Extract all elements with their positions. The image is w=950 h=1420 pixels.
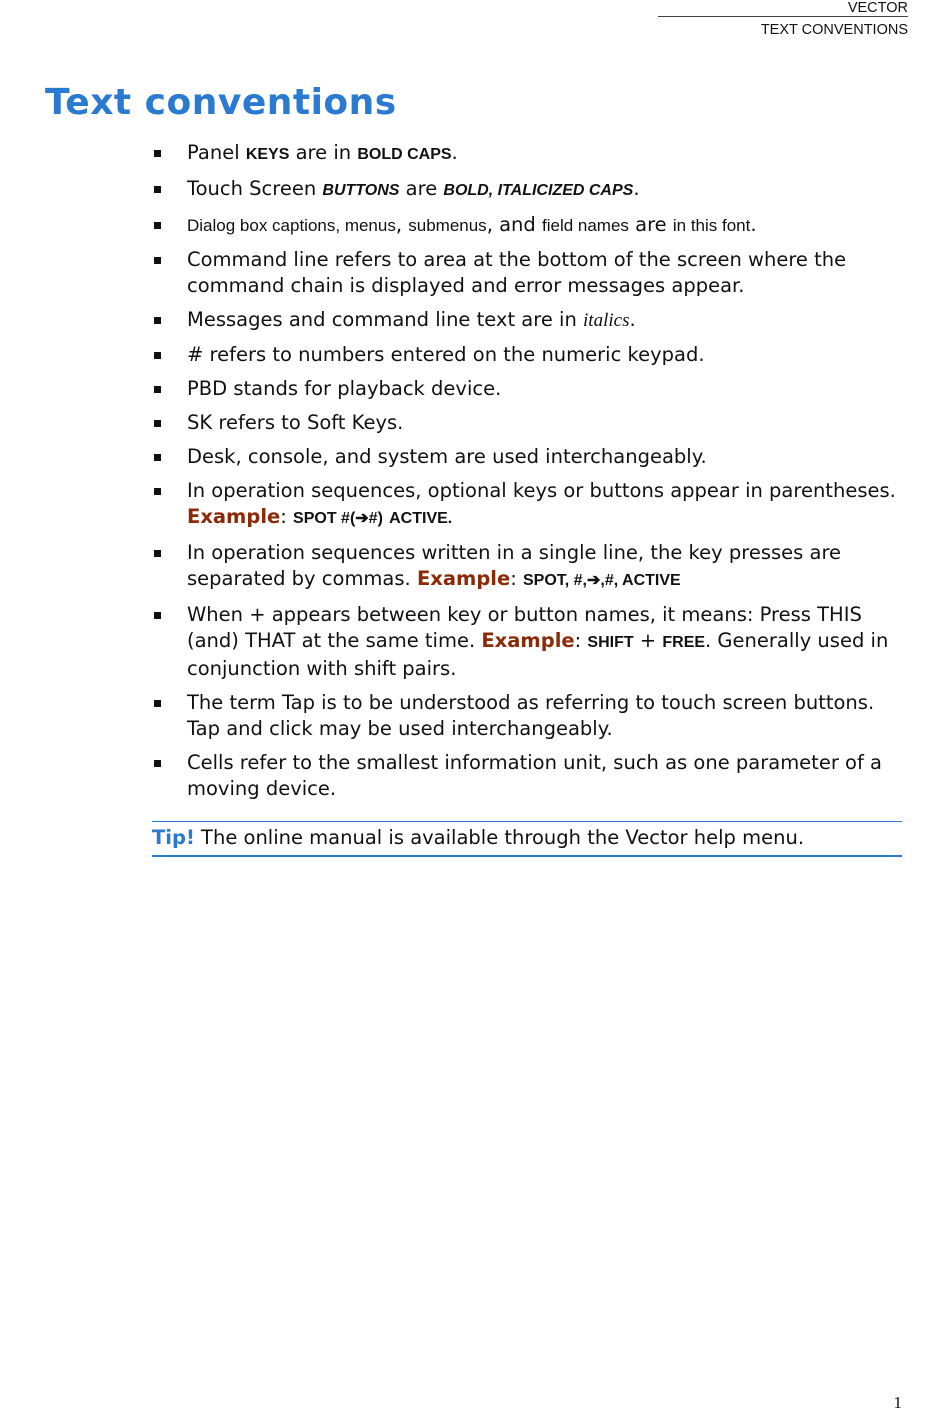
item-text: , and	[486, 213, 542, 236]
tip-label: Tip!	[152, 826, 195, 849]
tip-text: The online manual is available through the Vector help menu.	[194, 826, 805, 849]
bullet-square-icon	[154, 454, 161, 461]
item-text: are in	[289, 141, 358, 164]
bullet-square-icon	[154, 488, 161, 495]
item-text: Command line refers to area at the bottom of the screen where the command chain is displayed and error messages appear.	[187, 248, 847, 297]
bold-italic-caps-example: BOLD, ITALICIZED CAPS	[443, 182, 634, 199]
bullet-square-icon	[154, 386, 161, 393]
key-example: KEYS	[245, 146, 290, 163]
bullet-square-icon	[154, 257, 161, 264]
bullet-square-icon	[154, 420, 161, 427]
item-text: SK refers to Soft Keys.	[187, 411, 404, 434]
list-item	[152, 176, 912, 204]
bullet-square-icon	[154, 612, 161, 619]
header-product: VECTOR	[658, 0, 908, 17]
bullet-square-icon	[154, 317, 161, 324]
running-head	[658, 0, 908, 41]
item-text: . Generally used in conjunction with shift pairs.	[187, 629, 889, 680]
page-title: Text conventions	[45, 82, 397, 123]
bullet-square-icon	[154, 150, 161, 157]
key-sequence: SPOT, #,➔,#, ACTIVE	[522, 572, 681, 589]
list-item	[152, 307, 912, 334]
item-text: In operation sequences, optional keys or buttons appear in parentheses.	[187, 479, 896, 502]
list-item	[152, 444, 912, 470]
item-text: are	[628, 213, 673, 236]
bullet-square-icon	[154, 222, 161, 229]
key-sequence: ACTIVE	[389, 510, 448, 527]
bullet-square-icon	[154, 760, 161, 767]
example-label: Example	[481, 629, 575, 652]
item-text: are	[399, 177, 444, 200]
bullet-square-icon	[154, 186, 161, 193]
list-item	[152, 750, 912, 802]
bullet-square-icon	[154, 550, 161, 557]
page-number: 1	[893, 1393, 902, 1412]
item-text: # refers to numbers entered on the numeric keypad.	[187, 343, 705, 366]
bold-caps-example: BOLD CAPS	[357, 146, 452, 163]
dialog-font-example: submenus	[408, 216, 487, 235]
list-item	[152, 540, 912, 594]
item-text: .	[633, 177, 640, 200]
list-item	[152, 478, 912, 532]
list-item	[152, 342, 912, 368]
item-text: :	[280, 505, 294, 528]
bullet-square-icon	[154, 352, 161, 359]
dialog-font-example: in this font	[672, 216, 751, 235]
item-text: ,	[395, 213, 409, 236]
item-text: :	[574, 629, 588, 652]
item-text: Desk, console, and system are used interchangeably.	[187, 445, 707, 468]
dialog-font-example: Dialog box captions, menus	[187, 216, 396, 235]
header-section: TEXT CONVENTIONS	[760, 22, 908, 38]
example-label: Example	[187, 505, 281, 528]
item-text: When + appears between key or button names, it means: Press THIS (and) THAT at the same time.	[187, 603, 862, 652]
item-text: Cells refer to the smallest information unit, such as one parameter of a moving device.	[187, 751, 882, 800]
key-sequence: SPOT #(➔#)	[293, 510, 383, 527]
item-text: In operation sequences written in a single line, the key presses are separated by commas.	[187, 541, 842, 590]
item-text: .	[451, 141, 458, 164]
tip-box	[152, 821, 902, 857]
item-text: .	[447, 510, 453, 527]
list-item	[152, 602, 912, 682]
list-item	[152, 410, 912, 436]
item-text: Messages and command line text are in	[187, 308, 584, 331]
item-text: .	[629, 308, 636, 331]
list-item	[152, 247, 912, 299]
key-sequence: SHIFT	[587, 634, 634, 651]
item-text: Panel	[187, 141, 246, 164]
item-text: :	[510, 567, 523, 590]
key-sequence: FREE	[662, 634, 706, 651]
list-item	[152, 212, 912, 239]
bullet-square-icon	[154, 700, 161, 707]
dialog-font-example: field names	[541, 216, 629, 235]
item-text: Touch Screen	[187, 177, 323, 200]
list-item	[152, 140, 912, 168]
item-text: .	[750, 213, 757, 236]
item-text: PBD stands for playback device.	[187, 377, 502, 400]
button-example: BUTTONS	[322, 182, 400, 199]
item-text: +	[633, 629, 663, 652]
conventions-list	[152, 140, 912, 810]
list-item	[152, 690, 912, 742]
example-label: Example	[416, 567, 511, 590]
item-text: The term Tap is to be understood as referring to touch screen buttons. Tap and click may be used interchangeably.	[187, 691, 875, 740]
list-item	[152, 376, 912, 402]
italics-example: italics	[583, 310, 630, 331]
